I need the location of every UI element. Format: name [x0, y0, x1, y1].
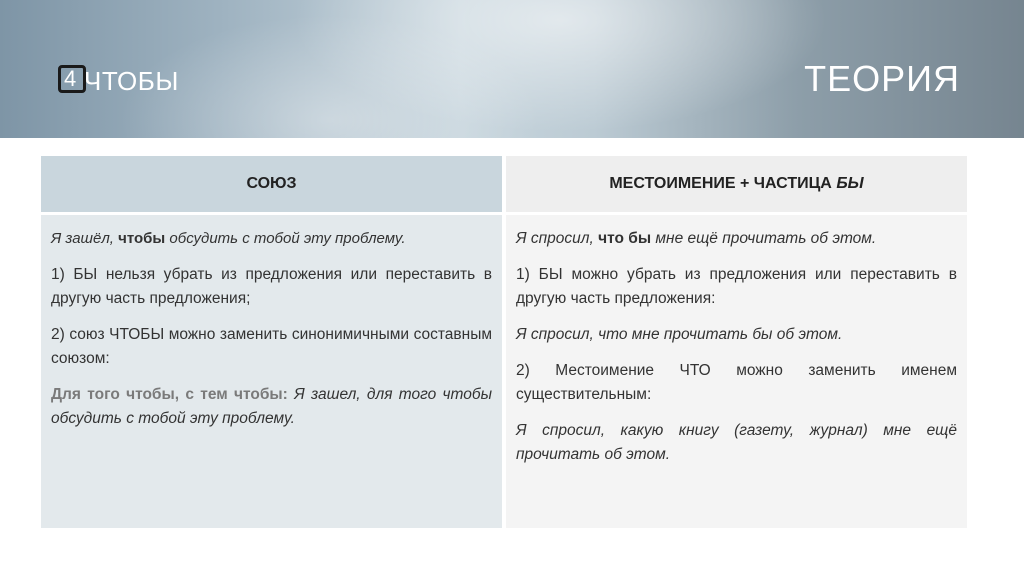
- column-heading-conjunction: СОЮЗ: [41, 156, 502, 212]
- example-highlight: чтобы: [118, 230, 166, 247]
- section-title: ТЕОРИЯ: [804, 58, 960, 99]
- column-body-conjunction: [41, 215, 502, 528]
- column-body-pronoun-particle: [506, 215, 967, 528]
- example-text: обсудить с тобой эту проблему.: [165, 230, 406, 247]
- example-sentence-2: Я спросил, что мне прочитать бы об этом.: [516, 326, 843, 343]
- column-pronoun-particle: [506, 156, 967, 528]
- synonym-label: Для того чтобы, с тем чтобы:: [51, 386, 288, 403]
- heading-italic-text: БЫ: [836, 175, 864, 192]
- rule-point-2: 2) союз ЧТОБЫ можно заменить синонимичными составным союзом:: [51, 326, 492, 367]
- example-highlight: что бы: [598, 230, 652, 247]
- slide-number-box: 4: [58, 65, 86, 93]
- example-sentence: [51, 227, 492, 251]
- example-text: мне ещё прочитать об этом.: [651, 230, 877, 247]
- rule-point-1: 1) БЫ можно убрать из предложения или переставить в другую часть предложения:: [516, 266, 957, 307]
- comparison-table: [41, 156, 967, 528]
- column-conjunction: [41, 156, 502, 528]
- heading-text: МЕСТОИМЕНИЕ + ЧАСТИЦА: [609, 175, 832, 192]
- example-text: Я зашёл,: [51, 230, 119, 247]
- example-text: Я спросил,: [516, 230, 599, 247]
- rule-point-1: 1) БЫ нельзя убрать из предложения или переставить в другую часть предложения;: [51, 266, 492, 307]
- column-heading-pronoun-particle: [506, 156, 967, 212]
- example-sentence-3: Я спросил, какую книгу (газету, журнал) мне ещё прочитать об этом.: [516, 422, 957, 463]
- header-banner: [0, 0, 1024, 138]
- example-sentence: [516, 227, 957, 251]
- rule-point-2: 2) Местоимение ЧТО можно заменить именем существительным:: [516, 362, 957, 403]
- synonym-example: [51, 383, 492, 431]
- synonym-sentence: Я зашел, для того чтобы обсудить с тобой эту проблему.: [51, 386, 492, 427]
- slide-title: ЧТОБЫ: [84, 66, 179, 96]
